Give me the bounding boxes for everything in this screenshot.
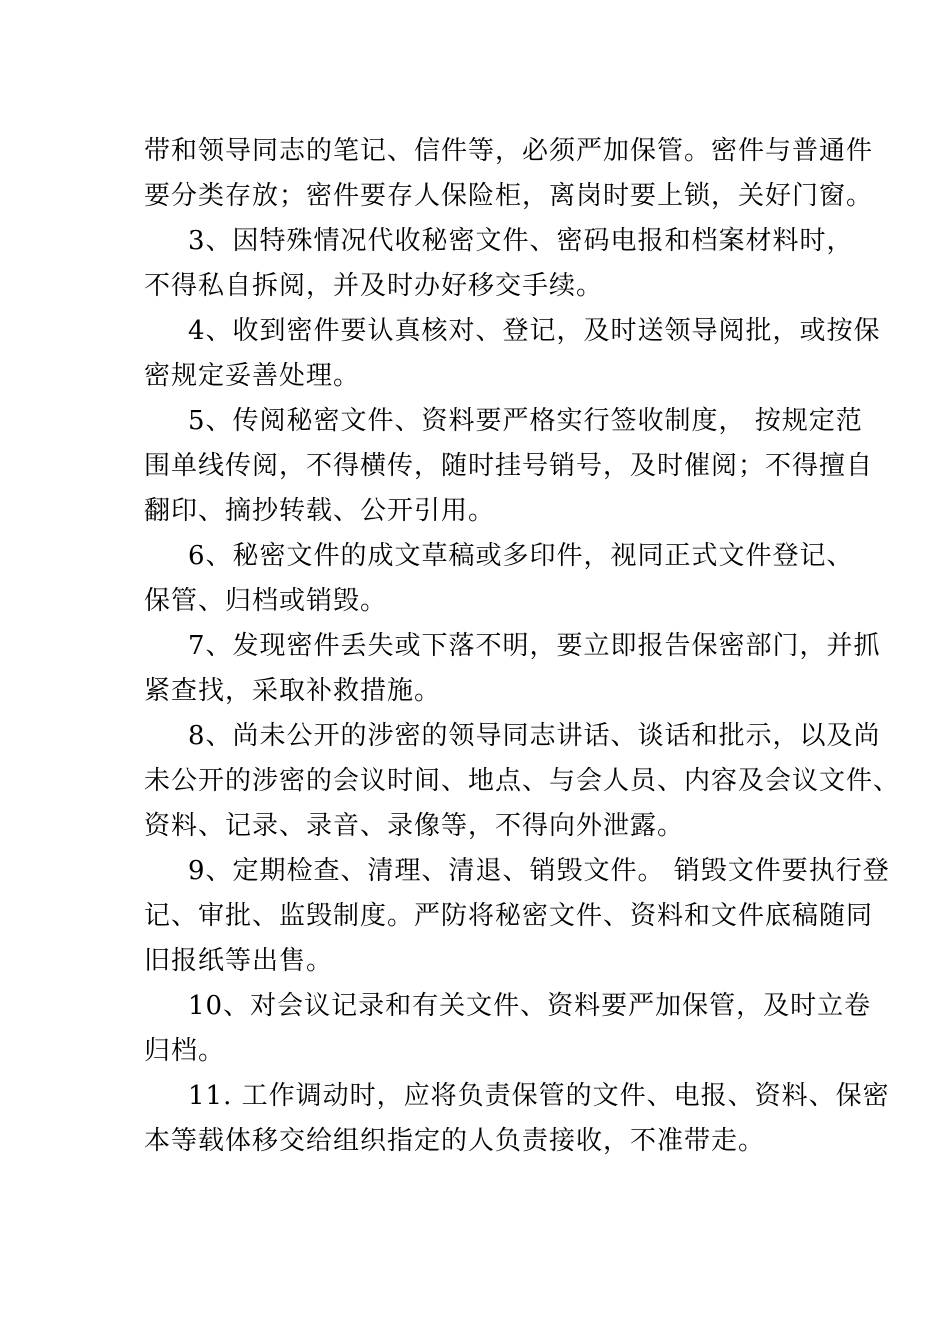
text-line: 7、发现密件丢失或下落不明，要立即报告保密部门，并抓 [188,631,881,661]
text-line: 10、对会议记录和有关文件、资料要严加保管，及时立卷 [188,991,872,1021]
text-line: 3、因特殊情况代收秘密文件、密码电报和档案材料时， [188,226,854,256]
text-line: 11. 工作调动时，应将负责保管的文件、电报、资料、保密 [188,1081,890,1111]
text-line: 紧查找，采取补救措施。 [144,676,442,706]
text-line: 9、定期检查、清理、清退、销毁文件。 销毁文件要执行登 [188,856,890,886]
text-line: 不得私自拆阅，并及时办好移交手续。 [144,271,604,301]
text-line: 归档。 [144,1036,226,1066]
text-line: 4、收到密件要认真核对、登记，及时送领导阅批，或按保 [188,316,881,346]
text-line: 5、传阅秘密文件、资料要严格实行签收制度， 按规定范 [188,406,863,436]
text-line: 保管、归档或销毁。 [144,586,388,616]
text-line: 本等载体移交给组织指定的人负责接收，不准带走。 [144,1126,766,1156]
text-line: 翻印、摘抄转载、公开引用。 [144,496,496,526]
text-line: 记、审批、监毁制度。严防将秘密文件、资料和文件底稿随同 [144,901,874,931]
text-line: 旧报纸等出售。 [144,946,334,976]
text-line: 密规定妥善处理。 [144,361,361,391]
text-line: 资料、记录、录音、录像等，不得向外泄露。 [144,811,685,841]
text-line: 带和领导同志的笔记、信件等，必须严加保管。密件与普通件 [144,136,874,166]
text-line: 要分类存放；密件要存人保险柜，离岗时要上锁，关好门窗。 [144,181,874,211]
text-line: 围单线传阅，不得横传，随时挂号销号，及时催阅；不得擅自 [144,451,874,481]
text-line: 6、秘密文件的成文草稿或多印件，视同正式文件登记、 [188,541,854,571]
text-line: 未公开的涉密的会议时间、地点、与会人员、内容及会议文件、 [144,766,901,796]
text-line: 8、尚未公开的涉密的领导同志讲话、谈话和批示，以及尚 [188,721,881,751]
